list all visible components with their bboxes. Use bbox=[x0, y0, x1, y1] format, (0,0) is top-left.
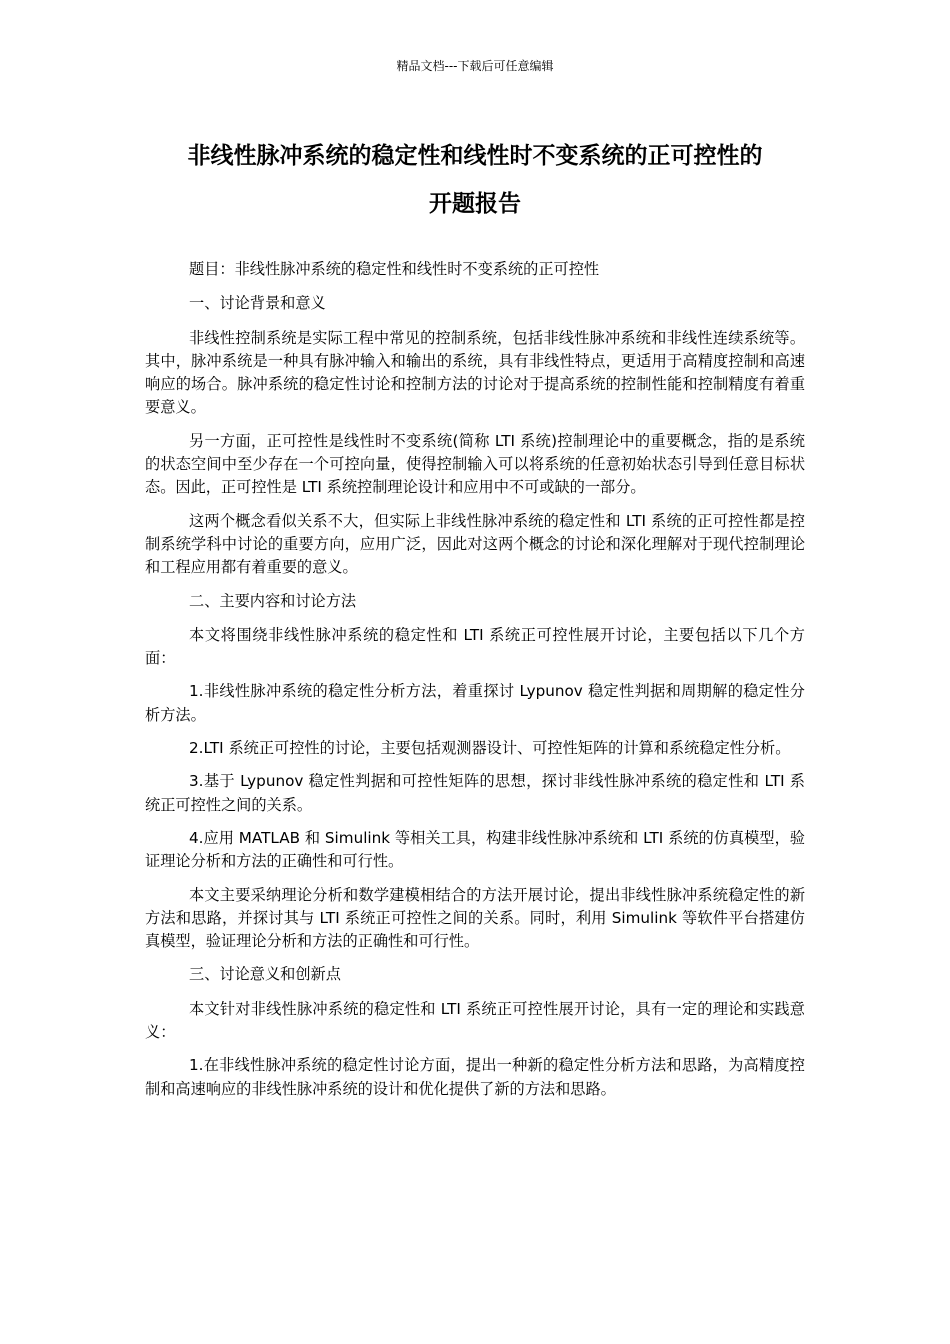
paragraph: 本文主要采纳理论分析和数学建模相结合的方法开展讨论，提出非线性脉冲系统稳定性的新方法和思路，并探讨其与 LTI 系统正可控性之间的关系。同时，利用 Simulink 等软件平台搭建仿真模型，验证理论分析和方法的正确性和可行性。 bbox=[145, 885, 805, 951]
list-item: 4.应用 MATLAB 和 Simulink 等相关工具，构建非线性脉冲系统和 LTI 系统的仿真模型，验证理论分析和方法的正确性和可行性。 bbox=[145, 828, 805, 871]
section-heading-significance: 三、讨论意义和创新点 bbox=[189, 965, 341, 984]
paragraph: 这两个概念看似关系不大，但实际上非线性脉冲系统的稳定性和 LTI 系统的正可控性都是控制系统学科中讨论的重要方向，应用广泛，因此对这两个概念的讨论和深化理解对于现代控制理论和工程应用都有着重要的意义。 bbox=[145, 511, 805, 577]
paragraph: 本文针对非线性脉冲系统的稳定性和 LTI 系统正可控性展开讨论，具有一定的理论和实践意义： bbox=[145, 999, 805, 1042]
subject-line: 题目：非线性脉冲系统的稳定性和线性时不变系统的正可控性 bbox=[189, 260, 600, 278]
title-line-2: 开题报告 bbox=[429, 191, 521, 217]
list-item: 2.LTI 系统正可控性的讨论，主要包括观测器设计、可控性矩阵的计算和系统稳定性分析。 bbox=[189, 739, 791, 758]
list-item: 1.非线性脉冲系统的稳定性分析方法，着重探讨 Lypunov 稳定性判据和周期解的稳定性分析方法。 bbox=[145, 682, 805, 724]
paragraph: 另一方面，正可控性是线性时不变系统(简称 LTI 系统)控制理论中的重要概念，指的是系统的状态空间中至少存在一个可控向量，使得控制输入可以将系统的任意初始状态引导到任意目标状态。因此，正可控性是 LTI 系统控制理论设计和应用中不可或缺的一部分。 bbox=[145, 431, 805, 497]
document-title bbox=[145, 132, 805, 228]
paragraph: 非线性控制系统是实际工程中常见的控制系统，包括非线性脉冲系统和非线性连续系统等。其中，脉冲系统是一种具有脉冲输入和输出的系统，具有非线性特点，更适用于高精度控制和高速响应的场合。脉冲系统的稳定性讨论和控制方法的讨论对于提高系统的控制性能和控制精度有着重要意义。 bbox=[145, 328, 805, 417]
paragraph: 本文将围绕非线性脉冲系统的稳定性和 LTI 系统正可控性展开讨论，主要包括以下几个方面： bbox=[145, 625, 805, 668]
title-line-1: 非线性脉冲系统的稳定性和线性时不变系统的正可控性的 bbox=[187, 143, 763, 169]
document-body bbox=[145, 258, 805, 1111]
section-heading-content: 二、主要内容和讨论方法 bbox=[189, 591, 357, 610]
list-item: 3.基于 Lypunov 稳定性判据和可控性矩阵的思想，探讨非线性脉冲系统的稳定性和 LTI 系统正可控性之间的关系。 bbox=[145, 772, 805, 814]
header-note: 精品文档---下载后可任意编辑 bbox=[396, 59, 554, 73]
list-item: 1.在非线性脉冲系统的稳定性讨论方面，提出一种新的稳定性分析方法和思路，为高精度控制和高速响应的非线性脉冲系统的设计和优化提供了新的方法和思路。 bbox=[145, 1056, 805, 1098]
section-heading-background: 一、讨论背景和意义 bbox=[189, 294, 326, 313]
